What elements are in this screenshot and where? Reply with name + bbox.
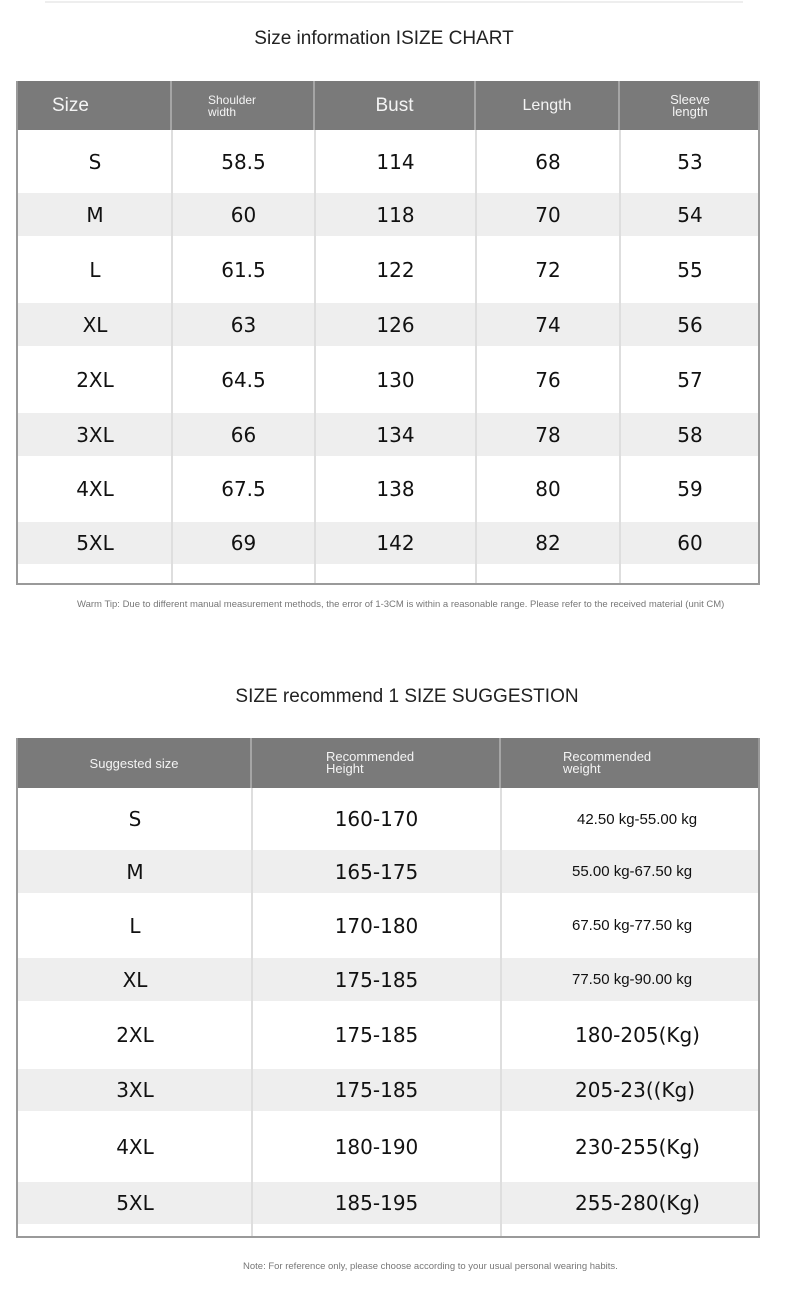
size-chart-header	[18, 81, 758, 130]
cell-bust: 114	[376, 149, 415, 174]
table-row	[18, 850, 758, 893]
cell-size: L	[89, 257, 101, 282]
table-row	[18, 522, 758, 564]
cell-recommended-height: 170-180	[334, 913, 419, 938]
cell-bust: 138	[376, 477, 415, 501]
cell-recommended-height: 175-185	[334, 1023, 419, 1047]
column-divider	[500, 788, 502, 1236]
cell-length: 76	[535, 367, 561, 392]
size-chart-title: Size information ISIZE CHART	[254, 28, 514, 49]
cell-size: M	[86, 202, 104, 227]
cell-suggested-size: 4XL	[116, 1134, 154, 1159]
cell-shoulder-width: 60	[230, 202, 257, 227]
table-row	[18, 193, 758, 236]
cell-bust: 126	[376, 312, 415, 337]
cell-recommended-weight: 205-23((Kg)	[575, 1078, 696, 1102]
cell-recommended-weight: 77.50 kg-90.00 kg	[572, 971, 693, 988]
cell-shoulder-width: 58.5	[221, 149, 266, 174]
cell-sleeve-length: 57	[677, 367, 703, 392]
cell-suggested-size: 2XL	[116, 1023, 154, 1047]
top-divider	[45, 1, 743, 3]
cell-bust: 130	[376, 367, 415, 392]
cell-sleeve-length: 56	[677, 312, 703, 337]
cell-shoulder-width: 69	[230, 531, 257, 555]
table-row	[18, 456, 758, 522]
cell-recommended-weight: 55.00 kg-67.50 kg	[572, 863, 693, 880]
cell-bust: 122	[376, 257, 415, 282]
table-row	[18, 958, 758, 1001]
cell-size: 2XL	[76, 367, 114, 392]
cell-recommended-weight: 230-255(Kg)	[575, 1134, 700, 1159]
cell-recommended-height: 185-195	[334, 1191, 419, 1215]
cell-suggested-size: S	[128, 807, 142, 831]
size-suggestion-header	[18, 738, 758, 788]
table-row	[18, 788, 758, 850]
cell-size: 3XL	[76, 422, 114, 447]
cell-recommended-weight: 42.50 kg-55.00 kg	[577, 810, 698, 828]
cell-suggested-size: 3XL	[116, 1078, 154, 1102]
cell-length: 82	[535, 531, 561, 555]
header-recommended-weight: Recommended weight	[563, 749, 652, 776]
cell-recommended-weight: 180-205(Kg)	[575, 1023, 700, 1047]
cell-sleeve-length: 53	[677, 149, 703, 174]
cell-sleeve-length: 59	[677, 477, 703, 501]
cell-recommended-height: 165-175	[334, 859, 419, 884]
column-divider	[251, 788, 253, 1236]
size-chart-table	[16, 81, 760, 585]
table-row	[18, 236, 758, 303]
header-recommended-height: Recommended Height	[252, 738, 501, 788]
cell-shoulder-width: 66	[230, 422, 257, 447]
cell-sleeve-length: 58	[677, 422, 703, 447]
header-shoulder-width: Shoulder width	[172, 81, 315, 130]
cell-length: 72	[535, 257, 561, 282]
column-divider	[475, 130, 477, 583]
cell-bust: 118	[376, 202, 415, 227]
size-suggestion-title: SIZE recommend 1 SIZE SUGGESTION	[235, 686, 579, 707]
cell-recommended-weight: 67.50 kg-77.50 kg	[572, 917, 693, 934]
cell-length: 70	[535, 202, 561, 227]
table-row	[18, 1182, 758, 1224]
cell-recommended-height: 175-185	[334, 1078, 419, 1102]
table-row	[18, 303, 758, 346]
cell-shoulder-width: 64.5	[221, 367, 266, 392]
reference-note: Note: For reference only, please choose according to your usual personal wearing habits.	[243, 1261, 618, 1272]
warm-tip-note: Warm Tip: Due to different manual measurement methods, the error of 1-3CM is within a reasonable range. Please refer to the received material (unit CM)	[77, 599, 725, 610]
cell-length: 68	[535, 149, 561, 174]
table-row	[18, 130, 758, 193]
header-bust: Bust	[315, 81, 476, 130]
header-suggested-size: Suggested size	[18, 738, 252, 788]
cell-sleeve-length: 55	[677, 257, 703, 282]
header-length: Length	[476, 81, 620, 130]
cell-size: XL	[82, 312, 108, 337]
column-divider	[619, 130, 621, 583]
cell-suggested-size: 5XL	[116, 1191, 154, 1215]
table-row	[18, 893, 758, 958]
cell-length: 78	[535, 422, 561, 447]
cell-recommended-height: 160-170	[334, 807, 419, 831]
cell-size: S	[88, 149, 102, 174]
cell-sleeve-length: 60	[677, 531, 703, 555]
table-row	[18, 346, 758, 413]
size-suggestion-table	[16, 738, 760, 1238]
table-row	[18, 1069, 758, 1111]
cell-length: 74	[535, 312, 561, 337]
cell-length: 80	[535, 477, 561, 501]
cell-shoulder-width: 67.5	[221, 477, 266, 501]
cell-bust: 142	[376, 531, 415, 555]
cell-recommended-height: 180-190	[334, 1134, 419, 1159]
cell-sleeve-length: 54	[677, 202, 703, 227]
table-row	[18, 1111, 758, 1182]
header-sleeve-length: Sleeve length	[670, 91, 710, 119]
cell-bust: 134	[376, 422, 415, 447]
header-size: Size	[18, 81, 172, 130]
cell-shoulder-width: 61.5	[221, 257, 266, 282]
column-divider	[171, 130, 173, 583]
table-row	[18, 1001, 758, 1069]
cell-size: 5XL	[76, 531, 114, 555]
cell-size: 4XL	[76, 477, 114, 501]
cell-recommended-weight: 255-280(Kg)	[575, 1191, 700, 1215]
table-row	[18, 413, 758, 456]
cell-suggested-size: L	[129, 913, 141, 938]
cell-suggested-size: M	[126, 859, 144, 884]
cell-recommended-height: 175-185	[334, 967, 419, 992]
cell-shoulder-width: 63	[230, 312, 257, 337]
column-divider	[314, 130, 316, 583]
cell-suggested-size: XL	[122, 967, 148, 992]
